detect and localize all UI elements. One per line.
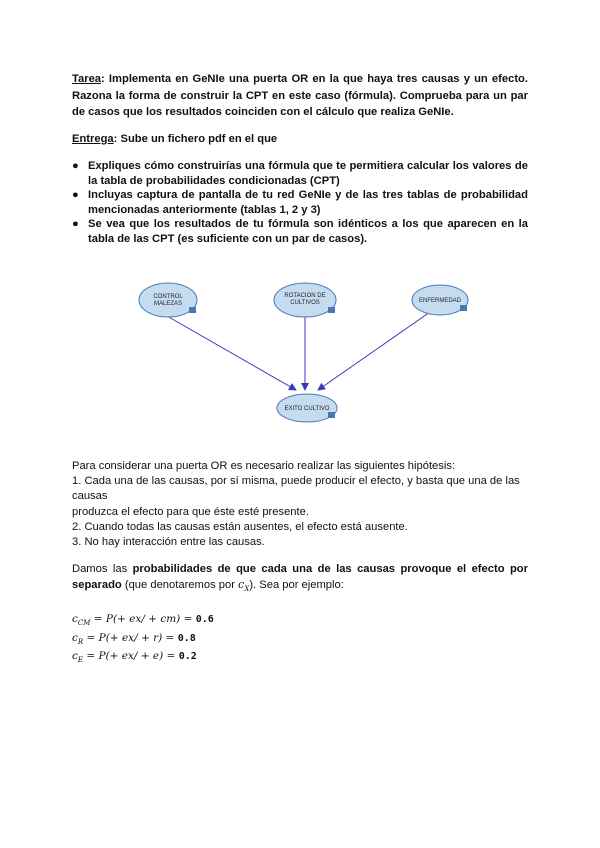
node-control-malezas[interactable] — [139, 283, 197, 317]
hypotheses-block — [72, 459, 528, 550]
list-item: ● Expliques cómo construirías una fórmula que te permitiera calcular los valores de la tabla de probabilidades condicionadas (CPT) — [72, 160, 528, 187]
hypothesis-2: 2. Cuando todas las causas están ausentes, el efecto está ausente. — [72, 520, 408, 533]
formula-line — [72, 610, 372, 629]
formula-value: 0.8 — [177, 632, 196, 644]
task-text: : Implementa en GeNIe una puerta OR en la que haya tres causas y un efecto. Razona la forma de construir la CPT en este caso (fórmula). Comprueba para un par de casos que los resultados coinciden con el cálculo que realiza GeNIe. — [72, 73, 528, 119]
hypothesis-3: 3. No hay interacción entre las causas. — [72, 536, 265, 549]
formula-symbol: c — [72, 631, 78, 644]
delivery-text: : Sube un fichero pdf en el que — [113, 133, 278, 145]
bullet-text: Expliques cómo construirías una fórmula que te permitiera calcular los valores de la tabla de probabilidades condicionadas (CPT) — [88, 160, 528, 187]
formula-value: 0.6 — [195, 614, 214, 625]
formula-line — [72, 647, 372, 666]
bullet-text: Se vea que los resultados de tu fórmula son idénticos a los que aparecen en la tabla de las CPT (es suficiente con un par de casos). — [88, 218, 528, 245]
node-status-icon — [189, 307, 196, 313]
text-span: Damos las — [72, 563, 133, 575]
formula-expression: = P(+ ex/ + cm) = — [90, 613, 196, 625]
node-status-icon — [328, 307, 335, 313]
formula-symbol: c — [72, 650, 78, 662]
formula-subscript: R — [77, 637, 84, 646]
formula-subscript: CM — [77, 619, 91, 627]
node-label: ROTACION DE — [284, 293, 326, 299]
formula-symbol: c — [72, 613, 78, 625]
hypothesis-1b: produzca el efecto para que éste esté presente. — [72, 505, 309, 518]
delivery-paragraph — [72, 131, 528, 148]
delivery-label: Entrega — [72, 133, 114, 145]
text-span: (que denotaremos por — [121, 579, 239, 591]
formula-value: 0.2 — [178, 651, 197, 662]
formulas-block — [72, 610, 372, 666]
bayesian-network-diagram — [100, 272, 500, 432]
formula-expression: = P(+ ex/ + r) = — [83, 631, 178, 644]
formula-line — [72, 629, 372, 648]
math-subscript: X — [244, 585, 250, 594]
text-span: ). Sea por ejemplo: — [249, 579, 344, 591]
requirements-list — [72, 159, 528, 247]
formula-subscript: E — [77, 656, 84, 664]
task-paragraph — [72, 71, 528, 121]
node-enfermedad[interactable] — [412, 285, 468, 315]
probabilities-paragraph — [72, 561, 528, 597]
hypothesis-1a: 1. Cada una de las causas, por sí misma, puede producir el efecto, y basta que una de las causas — [72, 475, 520, 503]
math-symbol: c — [238, 578, 245, 591]
list-item: ● Se vea que los resultados de tu fórmula son idénticos a los que aparecen en la tabla de las CPT (es suficiente con un par de casos). — [72, 218, 528, 245]
edge-control-to-exito — [160, 312, 296, 390]
node-rotacion-cultivos[interactable] — [274, 283, 336, 317]
node-label: CULTIVOS — [290, 300, 320, 306]
node-label: MALEZAS — [153, 301, 183, 307]
list-item: ● Incluyas captura de pantalla de tu red GeNIe y de las tres tablas de probabilidad mencionadas anteriormente (tablas 1, 2 y 3) — [72, 189, 528, 216]
hypotheses-intro: Para considerar una puerta OR es necesario realizar las siguientes hipótesis: — [72, 460, 456, 472]
node-status-icon — [328, 412, 335, 418]
node-label: EXITO CULTIVO — [284, 406, 330, 412]
text-span-bold: probabilidades de que cada una de las causas provoque el efecto por separado — [72, 563, 528, 591]
node-label: CONTROL — [153, 294, 183, 300]
node-exito-cultivo[interactable] — [277, 394, 337, 422]
node-label: ENFERMEDAD — [418, 298, 462, 304]
bullet-text: Incluyas captura de pantalla de tu red GeNIe y de las tres tablas de probabilidad mencionadas anteriormente (tablas 1, 2 y 3) — [88, 189, 528, 216]
node-status-icon — [460, 305, 467, 311]
formula-expression: = P(+ ex/ + e) = — [83, 650, 179, 662]
task-label: Tarea — [72, 73, 102, 85]
edge-enfermedad-to-exito — [318, 312, 430, 390]
